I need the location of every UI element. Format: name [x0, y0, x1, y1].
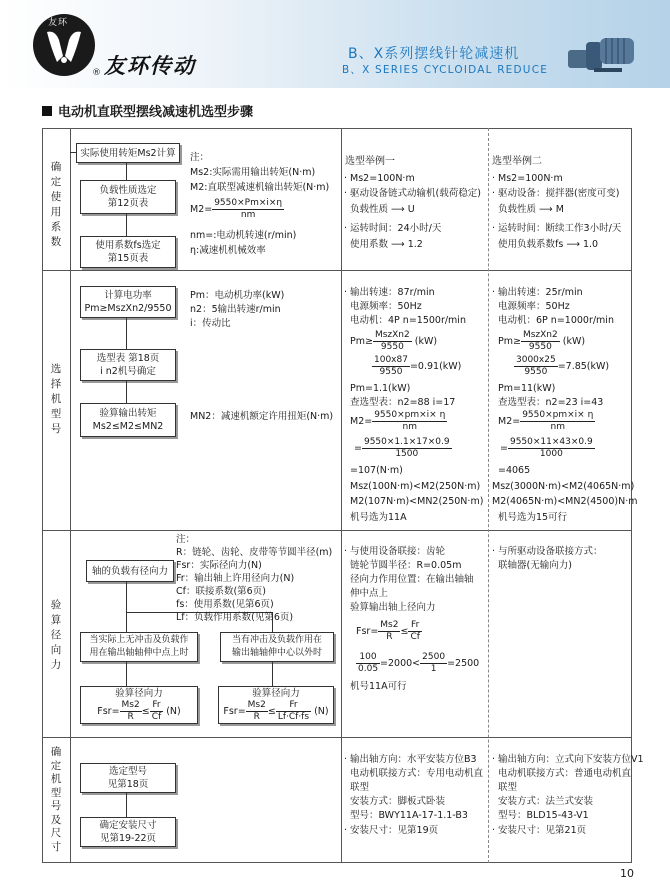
logo-text: 友环 — [48, 18, 69, 28]
ex1-text: 电源频率：50Hz — [350, 301, 422, 312]
row3-note-line: Cf：联接系数(第6页) — [176, 586, 266, 597]
ex2-text: 安装方式：法兰式安装 — [498, 796, 594, 807]
row-divider — [42, 270, 632, 271]
row2-note-line: Pm：电动机功率(kW) — [190, 290, 285, 301]
ex1-formula: M2= $\frac{9550\times pm\times i\times \eta}{nm}$ — [350, 410, 446, 432]
ex1-text: Pm=1.1(kW) — [350, 383, 411, 394]
ex1-text: · 输出轴方向：水平安装方位B3 — [344, 754, 477, 765]
ex1-text: · 运转时间：24小时/天 — [344, 223, 442, 234]
ex1-text: 伸中点上 — [350, 588, 389, 599]
example1-heading: 选型举例一 — [345, 156, 395, 167]
reducer-motor-icon — [566, 28, 638, 74]
ex2-text: · 驱动设备：搅拌器(密度可变) — [492, 188, 620, 199]
motor-power-box: 计算电功率 Pm≥MszXn2/9550 — [80, 286, 176, 318]
radial-load-box: 轴的负载有径向力 — [86, 560, 174, 582]
ex1-text: · 安装尺寸：见第19页 — [344, 825, 439, 836]
ex1-text: 使用系数 ⟶ 1.2 — [350, 239, 423, 250]
ex2-formula: = $\frac{9550\times 11\times 43\times 0.9}{1000}$ — [500, 437, 593, 459]
ex1-text: 安装方式：脚板式卧装 — [350, 796, 446, 807]
ex1-text: 联型 — [350, 782, 370, 793]
row2-note-line: n2：5输出转速r/min — [190, 304, 281, 315]
bullet-square-icon — [42, 106, 52, 116]
ex1-text: 验算输出轴上径向力 — [350, 602, 436, 613]
load-type-box: 负载性质选定 第12页表 — [80, 180, 176, 214]
ex1-text: 机号选为11A — [350, 512, 407, 523]
ex2-formula: Pm≥ $\frac{\text{MszXn2}}{9550}$ (kW) — [498, 330, 586, 352]
ex1-text: · 与使用设备联接：齿轮 — [344, 546, 446, 557]
ex2-text: Pm=11(kW) — [498, 383, 556, 394]
offset-load-box: 当有冲击及负载作用在 输出轴轴伸中心以外时 — [220, 632, 334, 662]
ex2-text: 电动机联接方式：普通电动机直 — [498, 768, 632, 779]
ex1-text: · 输出转速：87r/min — [344, 287, 435, 298]
row4-label: 确 定 机 型 号 及 尺 寸 — [50, 746, 62, 853]
row1-note-line: Ms2:实际需用输出转矩(N·m) — [190, 167, 316, 178]
ex1-formula: = $\frac{9550\times 1.1\times 17\times 0.9}{1500}$ — [354, 437, 450, 459]
ex1-formula: $\frac{100x87}{9550}$ =0.91(kW) — [374, 355, 462, 377]
row1-label: 确 定 使 用 系 数 — [50, 161, 62, 248]
verify-radial-box-2: 验算径向力 Fsr= $\frac{Ms2}{R}$ ≤ $\frac{Fr}{Lf\cdot Cf\cdot fs}$ (N) — [218, 686, 334, 724]
ex2-text: 型号：BLD15-43-V1 — [498, 810, 589, 821]
torque-calc-box: 实际使用转矩Ms2计算 — [76, 143, 180, 163]
row1-note-line: nm=:电动机转速(r/min) — [190, 230, 297, 241]
ex2-text: 联型 — [498, 782, 518, 793]
ex1-text: Msz(100N·m)<M2(250N·m) — [350, 481, 481, 492]
verify-radial-box-1: 验算径向力 Fsr= $\frac{Ms2}{R}$ ≤ $\frac{Fr}{Cf}$ (N) — [80, 686, 198, 724]
ex1-text: 电动机联接方式：专用电动机直 — [350, 768, 484, 779]
row2-note-line: MN2：减速机额定许用扭矩(N·m) — [190, 411, 334, 422]
ex2-formula: M2= $\frac{9550\times pm\times i\times \eta}{nm}$ — [498, 410, 594, 432]
ex1-formula: $\frac{100}{0.05}$ =2000< $\frac{2500}{1}$ =2500 — [358, 652, 480, 674]
series-title-en: B、X SERIES CYCLOIDAL REDUCE — [342, 64, 549, 76]
service-factor-box: 使用系数fs选定 第15页表 — [80, 236, 176, 268]
install-dims-box: 确定安装尺寸 见第19-22页 — [80, 817, 176, 847]
row3-note-line: Fsr：实际径向力(N) — [176, 560, 262, 571]
ex2-text: Msz(3000N·m)<M2(4065N·m) — [492, 481, 635, 492]
row3-note-line: Lf：负载作用系数(见第6页) — [176, 612, 294, 623]
example-column-divider — [341, 128, 342, 863]
page-number: 10 — [620, 867, 634, 880]
row1-note-line: M2:直联型减速机输出转矩(N·m) — [190, 182, 330, 193]
row3-note-title: 注： — [176, 534, 196, 545]
ex2-formula: $\frac{3000x25}{9550}$ =7.85(kW) — [516, 355, 610, 377]
row1-note-line: η:减速机机械效率 — [190, 245, 266, 256]
logo-emblem-icon — [43, 26, 85, 66]
ex1-text: 查选型表：n2=88 i=17 — [350, 397, 456, 408]
row1-note-title: 注： — [190, 152, 210, 163]
ex2-text: 电动机：6P n=1000r/min — [498, 315, 614, 326]
row2-label: 选 择 机 型 号 — [50, 363, 62, 435]
row3-note-line: Fr：输出轴上许用径向力(N) — [176, 573, 295, 584]
selection-table-box: 选型表 第18页 i n2机号确定 — [80, 349, 176, 381]
ex2-text: · 安装尺寸：见第21页 — [492, 825, 587, 836]
ex2-text: M2(4065N·m)<MN2(4500)N·m — [492, 496, 638, 507]
ex1-text: · 驱动设备链式动输机(载荷稳定) — [344, 188, 481, 199]
example-dashed-divider — [488, 128, 489, 863]
row-divider — [42, 530, 632, 531]
ex1-text: · Ms2=100N·m — [344, 173, 415, 184]
ex2-text: 电源频率：50Hz — [498, 301, 570, 312]
ex2-text: · 输出转速：25r/min — [492, 287, 583, 298]
example2-heading: 选型举例二 — [492, 156, 542, 167]
ex1-text: 链轮节圆半径：R=0.05m — [350, 560, 462, 571]
ex1-text: 型号：BWY11A-17-1.1-B3 — [350, 810, 468, 821]
midpoint-load-box: 当实际上无冲击及负载作 用在输出轴轴伸中点上时 — [80, 632, 198, 662]
section-title: 电动机直联型摆线减速机选型步骤 — [42, 101, 253, 120]
ex2-text: =4065 — [498, 465, 531, 476]
row3-label: 验 算 径 向 力 — [50, 599, 62, 671]
row1-formula: M2= $\frac{9550\times Pm\times i\times\eta}{nm}$ — [190, 198, 283, 220]
ex1-text: 径向力作用位置：在输出轴轴 — [350, 574, 474, 585]
row-divider — [42, 737, 632, 738]
ex1-text: 机号11A可行 — [350, 681, 407, 692]
ex2-text: 负载性质 ⟶ M — [498, 204, 564, 215]
verify-torque-box: 验算输出转矩 Ms2≤M2≤MN2 — [80, 403, 176, 437]
registered-mark: ® — [92, 68, 101, 78]
label-column-divider — [70, 128, 71, 863]
series-title-cn: B、X系列摆线针轮减速机 — [348, 46, 520, 62]
ex2-text: · 运转时间：断续工作3小时/天 — [492, 223, 622, 234]
ex1-text: =107(N·m) — [350, 465, 403, 476]
row3-note-line: R：链轮、齿轮、皮带等节圆半径(m) — [176, 547, 333, 558]
ex1-formula: Fsr= $\frac{Ms2}{R}$ ≤ $\frac{Fr}{Cf}$ — [356, 620, 420, 642]
ex2-text: 联轴器(无输向力) — [498, 560, 572, 571]
ex2-text: 查选型表：n2=23 i=43 — [498, 397, 604, 408]
ex1-text: 负载性质 ⟶ U — [350, 204, 415, 215]
ex2-text: 使用负载系数fs ⟶ 1.0 — [498, 239, 599, 250]
ex1-formula: Pm≥ $\frac{\text{MszXn2}}{9550}$ (kW) — [350, 330, 438, 352]
row3-note-line: fs：使用系数(见第6页) — [176, 599, 274, 610]
ex1-text: M2(107N·m)<MN2(250N·m) — [350, 496, 484, 507]
brand-name: 友环传动 — [104, 53, 196, 78]
select-model-box: 选定型号 见第18页 — [80, 763, 176, 793]
ex1-text: 电动机：4P n=1500r/min — [350, 315, 466, 326]
ex2-text: · 输出轴方向：立式向下安装方位V1 — [492, 754, 644, 765]
company-logo — [33, 14, 95, 76]
page-header — [0, 0, 670, 88]
row2-note-line: i：传动比 — [190, 318, 231, 329]
ex2-text: · Ms2=100N·m — [492, 173, 563, 184]
ex2-text: · 与所驱动设备联接方式： — [492, 546, 603, 557]
ex2-text: 机号选为15可行 — [498, 512, 568, 523]
